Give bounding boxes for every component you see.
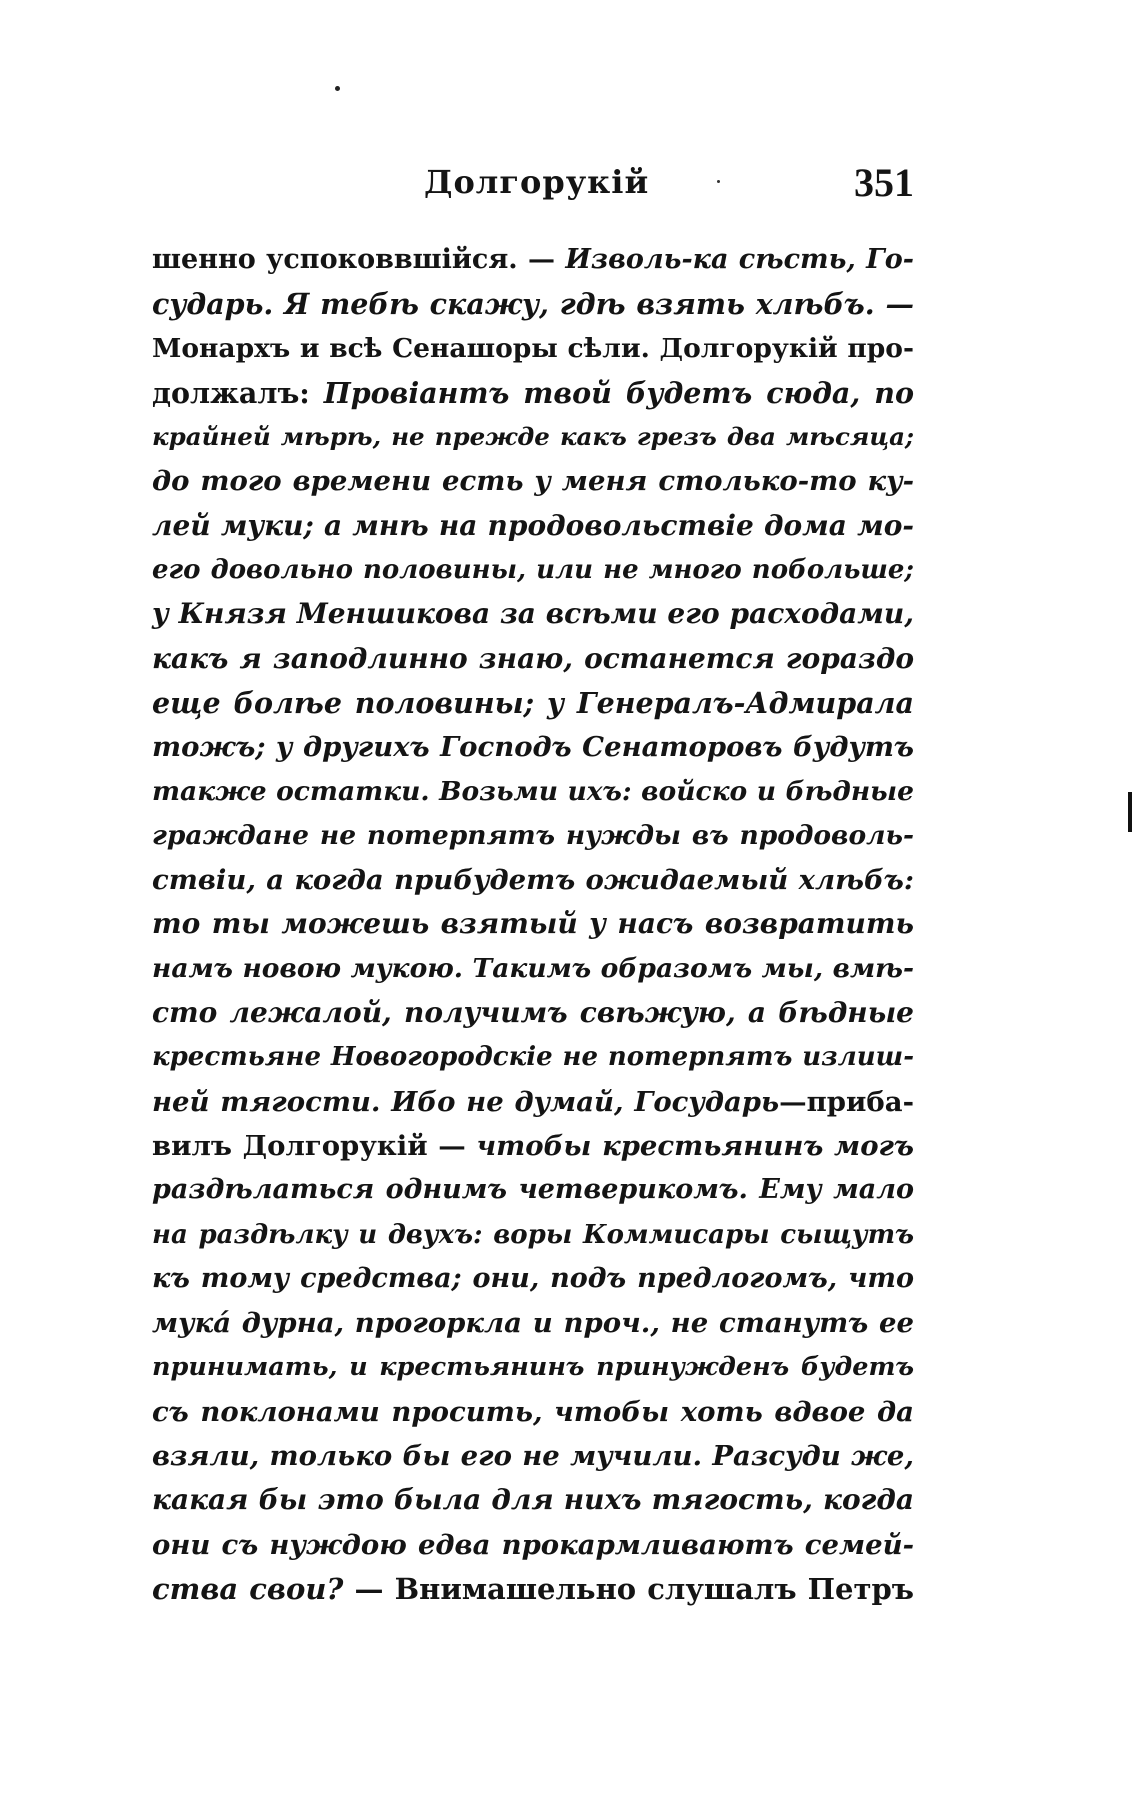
text-line — [152, 1434, 914, 1478]
text-line — [152, 1168, 914, 1212]
italic-text: также остатки. Возьми ихъ: войско и бѣдные — [152, 775, 914, 807]
italic-text: намъ новою мукою. Такимъ образомъ мы, вмѣ- — [152, 952, 914, 984]
italic-text: крайней мѣрѣ, не прежде какъ грезъ два мѣсяца; — [152, 422, 914, 452]
italic-text: къ тому средства; они, подъ предлогомъ, что — [152, 1262, 914, 1294]
italic-text: ней тягости. Ибо не думай, Государь — [152, 1085, 780, 1118]
text-line — [152, 1478, 914, 1522]
roman-text: —приба- — [779, 1085, 914, 1118]
italic-text: какъ я заподлинно знаю, останется гораздо — [152, 641, 914, 675]
text-line — [152, 1124, 914, 1168]
italic-text: тожъ; у другихъ Господъ Сенаторовъ будутъ — [152, 731, 914, 764]
italic-text: ствіи, а когда прибудетъ ожидаемый хлѣбъ: — [152, 864, 914, 897]
text-line — [152, 902, 914, 946]
text-line — [152, 459, 914, 503]
text-line — [152, 770, 914, 814]
running-title: Долгорукій — [424, 163, 650, 201]
text-line — [152, 282, 914, 326]
ink-speck — [335, 86, 340, 91]
italic-text: Провіантъ твой будетъ сюда, по — [323, 375, 914, 410]
italic-text: мукá дурна, прогоркла и проч., не станутъ ее — [152, 1307, 914, 1340]
italic-text: лей муки; а мнѣ на продовольствіе дома мо- — [152, 508, 914, 542]
roman-text: шенно успоковвшійся. — — [152, 244, 566, 275]
italic-text: ства свои? — [152, 1571, 344, 1606]
italic-text: то ты можешь взятый у насъ возвратить — [152, 907, 914, 941]
italic-text: крестьяне Новогородскіе не потерпятъ излиш- — [152, 1042, 914, 1073]
page-number: 351 — [854, 160, 914, 205]
text-line — [152, 1080, 914, 1124]
italic-text: раздѣлаться однимъ четверикомъ. Ему мало — [152, 1174, 914, 1206]
italic-text: какая бы это была для нихъ тягость, когда — [152, 1483, 914, 1517]
text-line — [152, 327, 914, 371]
italic-text: взяли, только бы его не мучили. Разсуди же, — [152, 1440, 914, 1473]
text-line — [152, 858, 914, 902]
text-line — [152, 1390, 914, 1434]
italic-text: у Князя Меншикова за всѣми его расходами, — [152, 597, 914, 631]
body-text — [152, 238, 914, 1611]
italic-text: Изволь-ка сѣсть, Го- — [565, 244, 915, 275]
text-line — [152, 1523, 914, 1567]
text-line — [152, 947, 914, 991]
italic-text: сто лежалой, получимъ свѣжую, а бѣдные — [152, 996, 914, 1030]
roman-text: Монархъ и всѣ Сенашоры сѣли. Долгорукій про- — [152, 332, 914, 364]
page-header — [424, 160, 914, 213]
text-line — [152, 415, 914, 459]
text-line — [152, 238, 914, 282]
italic-text: на раздѣлку и двухъ: воры Коммисары сыщутъ — [152, 1219, 914, 1250]
italic-text: еще болѣе половины; у Генералъ-Адмирала — [152, 685, 914, 720]
margin-mark — [1128, 792, 1132, 832]
italic-text: граждане не потерпятъ нужды въ продоволь- — [152, 819, 914, 851]
italic-text: его довольно половины, или не много побольше; — [152, 555, 914, 586]
text-line — [152, 592, 914, 636]
text-line — [152, 725, 914, 769]
italic-text: съ поклонами просить, чтобы хоть вдвое да — [152, 1395, 914, 1428]
italic-text: до того времени есть у меня столько-то ку- — [152, 465, 914, 498]
text-line — [152, 504, 914, 548]
text-line — [152, 1257, 914, 1301]
text-line — [152, 814, 914, 858]
text-line — [152, 1345, 914, 1389]
text-line — [152, 681, 914, 725]
text-line — [152, 637, 914, 681]
text-line — [152, 1301, 914, 1345]
text-line — [152, 1035, 914, 1079]
roman-text: — Внимашельно слушалъ Петръ — [343, 1571, 914, 1606]
text-line — [152, 371, 914, 415]
italic-text: принимать, и крестьянинъ принужденъ будетъ — [152, 1352, 914, 1383]
roman-text: вилъ Долгорукій — — [152, 1129, 477, 1162]
text-line — [152, 1213, 914, 1257]
italic-text: сударь. Я тебѣ скажу, гдѣ взять хлѣбъ. — — [152, 287, 914, 322]
text-line — [152, 991, 914, 1035]
roman-text: должалъ: — [152, 375, 324, 410]
italic-text: они съ нуждою едва прокармливаютъ семей- — [152, 1528, 914, 1561]
text-line — [152, 1567, 914, 1611]
italic-text: чтобы крестьянинъ могъ — [476, 1129, 914, 1162]
text-line — [152, 548, 914, 592]
